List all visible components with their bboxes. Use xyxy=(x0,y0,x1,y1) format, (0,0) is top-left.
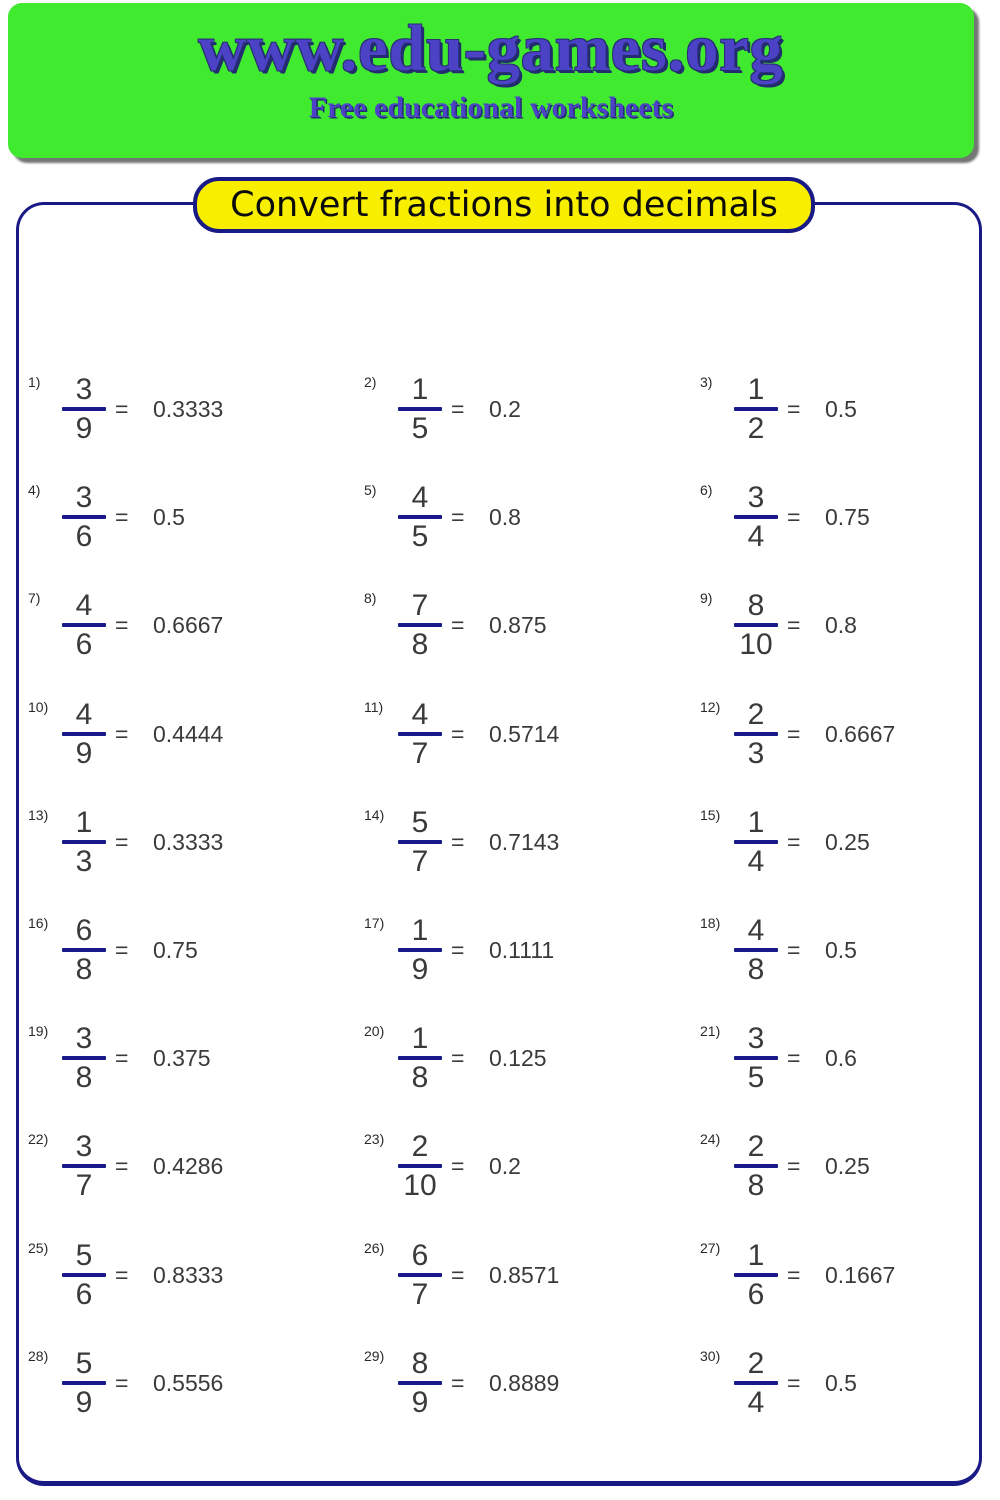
equals-sign: = xyxy=(787,504,801,531)
fraction xyxy=(61,1023,107,1093)
problem-item xyxy=(19,352,355,460)
problem-number-label: 30) xyxy=(700,1347,721,1364)
problem-item xyxy=(19,568,355,676)
fraction-denominator: 3 xyxy=(747,736,765,770)
decimal-answer: 0.2 xyxy=(489,1153,521,1180)
fraction xyxy=(61,482,107,552)
decimal-answer: 0.6667 xyxy=(153,612,224,639)
fraction-denominator: 8 xyxy=(747,1169,765,1203)
fraction-bar xyxy=(734,732,778,736)
decimal-answer: 0.5 xyxy=(825,1369,857,1396)
problem-item xyxy=(691,1109,973,1217)
fraction xyxy=(397,807,443,877)
decimal-answer: 0.5 xyxy=(825,396,857,422)
fraction-numerator: 2 xyxy=(747,1130,765,1164)
problem-number-label: 4) xyxy=(28,482,41,499)
decimal-answer: 0.1667 xyxy=(825,1261,896,1288)
fraction-bar xyxy=(62,1381,106,1385)
equals-sign: = xyxy=(115,1153,129,1180)
equals-sign: = xyxy=(451,1153,465,1180)
problem-item xyxy=(691,785,973,893)
problem-item xyxy=(355,785,691,893)
decimal-answer: 0.5 xyxy=(825,936,857,963)
decimal-answer: 0.125 xyxy=(489,1045,547,1072)
fraction-denominator: 8 xyxy=(75,952,93,986)
equals-sign: = xyxy=(787,1045,801,1072)
fraction-numerator: 2 xyxy=(411,1130,429,1164)
fraction-denominator: 9 xyxy=(75,412,93,445)
fraction-denominator: 6 xyxy=(75,520,93,554)
problem-item xyxy=(355,1326,691,1434)
fraction-numerator: 1 xyxy=(75,805,93,839)
problem-number-label: 27) xyxy=(700,1239,721,1256)
equals-sign: = xyxy=(451,1369,465,1396)
fraction-numerator: 1 xyxy=(411,1022,429,1056)
decimal-answer: 0.8571 xyxy=(489,1261,560,1288)
fraction-bar xyxy=(398,515,442,519)
fraction-bar xyxy=(398,1273,442,1277)
equals-sign: = xyxy=(451,396,465,422)
decimal-answer: 0.8 xyxy=(489,504,521,531)
fraction-bar xyxy=(734,407,778,411)
equals-sign: = xyxy=(451,828,465,855)
fraction-numerator: 3 xyxy=(75,1022,93,1056)
fraction-numerator: 2 xyxy=(747,1346,765,1380)
decimal-answer: 0.25 xyxy=(825,828,870,855)
fraction-numerator: 3 xyxy=(747,1022,765,1056)
fraction-denominator: 7 xyxy=(411,1277,429,1311)
problem-number-label: 17) xyxy=(364,914,385,931)
worksheet-box xyxy=(16,202,982,1486)
fraction-bar xyxy=(734,1273,778,1277)
fraction-denominator: 8 xyxy=(411,1061,429,1095)
fraction-numerator: 1 xyxy=(411,373,429,406)
equals-sign: = xyxy=(787,936,801,963)
problem-item xyxy=(691,568,973,676)
fraction-numerator: 8 xyxy=(411,1346,429,1380)
fraction-numerator: 7 xyxy=(411,589,429,623)
problem-item xyxy=(691,1001,973,1109)
problem-number-label: 25) xyxy=(28,1239,49,1256)
fraction xyxy=(733,1131,779,1201)
fraction-denominator: 6 xyxy=(747,1277,765,1311)
problem-item xyxy=(355,893,691,1001)
decimal-answer: 0.5714 xyxy=(489,720,560,747)
fraction-numerator: 4 xyxy=(411,697,429,731)
equals-sign: = xyxy=(451,720,465,747)
fraction xyxy=(733,482,779,552)
problem-number-label: 12) xyxy=(700,698,721,715)
fraction xyxy=(397,1023,443,1093)
problem-item xyxy=(19,460,355,568)
worksheet-title-banner xyxy=(193,177,815,233)
problem-number-label: 10) xyxy=(28,698,49,715)
fraction-bar xyxy=(734,1164,778,1168)
site-header xyxy=(8,3,974,158)
decimal-answer: 0.5556 xyxy=(153,1369,224,1396)
problem-number-label: 28) xyxy=(28,1347,49,1364)
decimal-answer: 0.375 xyxy=(153,1045,211,1072)
equals-sign: = xyxy=(787,396,801,422)
fraction-bar xyxy=(62,840,106,844)
fraction xyxy=(61,807,107,877)
fraction-bar xyxy=(734,948,778,952)
fraction-denominator: 9 xyxy=(75,1385,93,1419)
decimal-answer: 0.5 xyxy=(153,504,185,531)
fraction-numerator: 4 xyxy=(747,913,765,947)
equals-sign: = xyxy=(787,828,801,855)
problem-item xyxy=(691,352,973,460)
fraction xyxy=(397,374,443,444)
equals-sign: = xyxy=(115,720,129,747)
problem-number-label: 14) xyxy=(364,806,385,823)
decimal-answer: 0.4286 xyxy=(153,1153,224,1180)
problem-number-label: 16) xyxy=(28,914,49,931)
fraction-denominator: 8 xyxy=(411,628,429,662)
equals-sign: = xyxy=(787,1369,801,1396)
problem-item xyxy=(355,352,691,460)
fraction-bar xyxy=(734,1056,778,1060)
fraction-numerator: 3 xyxy=(75,373,93,406)
fraction-denominator: 8 xyxy=(747,952,765,986)
fraction xyxy=(733,807,779,877)
fraction xyxy=(733,699,779,769)
decimal-answer: 0.4444 xyxy=(153,720,224,747)
fraction-numerator: 1 xyxy=(747,805,765,839)
equals-sign: = xyxy=(115,936,129,963)
decimal-answer: 0.8 xyxy=(825,612,857,639)
fraction xyxy=(733,1023,779,1093)
equals-sign: = xyxy=(451,936,465,963)
problem-item xyxy=(691,460,973,568)
problem-item xyxy=(355,568,691,676)
fraction-denominator: 10 xyxy=(403,1169,437,1203)
fraction-bar xyxy=(398,840,442,844)
equals-sign: = xyxy=(115,1369,129,1396)
problem-item xyxy=(19,785,355,893)
fraction-denominator: 4 xyxy=(747,844,765,878)
problem-number-label: 13) xyxy=(28,806,49,823)
fraction-bar xyxy=(398,1056,442,1060)
fraction-denominator: 6 xyxy=(75,1277,93,1311)
problem-number-label: 22) xyxy=(28,1131,49,1148)
fraction-numerator: 5 xyxy=(75,1238,93,1272)
decimal-answer: 0.3333 xyxy=(153,828,224,855)
fraction-denominator: 9 xyxy=(411,1385,429,1419)
fraction-bar xyxy=(398,732,442,736)
fraction xyxy=(397,915,443,985)
decimal-answer: 0.1111 xyxy=(489,936,555,963)
problem-number-label: 1) xyxy=(28,374,41,390)
fraction xyxy=(733,1240,779,1310)
fraction xyxy=(397,1131,443,1201)
problem-number-label: 2) xyxy=(364,374,377,390)
equals-sign: = xyxy=(451,1045,465,1072)
decimal-answer: 0.875 xyxy=(489,612,547,639)
fraction-numerator: 4 xyxy=(75,589,93,623)
problem-number-label: 24) xyxy=(700,1131,721,1148)
fraction-numerator: 4 xyxy=(411,481,429,515)
fraction-bar xyxy=(398,407,442,411)
decimal-answer: 0.3333 xyxy=(153,396,224,422)
fraction xyxy=(733,374,779,444)
fraction-denominator: 7 xyxy=(411,736,429,770)
decimal-answer: 0.25 xyxy=(825,1153,870,1180)
fraction-numerator: 4 xyxy=(75,697,93,731)
equals-sign: = xyxy=(115,1045,129,1072)
fraction-numerator: 1 xyxy=(747,1238,765,1272)
fraction-denominator: 7 xyxy=(411,844,429,878)
fraction xyxy=(397,1240,443,1310)
decimal-answer: 0.6 xyxy=(825,1045,857,1072)
problem-number-label: 26) xyxy=(364,1239,385,1256)
fraction-bar xyxy=(62,1056,106,1060)
fraction-denominator: 5 xyxy=(411,412,429,445)
site-title: www.edu-games.org xyxy=(198,12,784,85)
fraction xyxy=(61,699,107,769)
fraction-numerator: 5 xyxy=(75,1346,93,1380)
decimal-answer: 0.6667 xyxy=(825,720,896,747)
fraction xyxy=(61,915,107,985)
problem-number-label: 29) xyxy=(364,1347,385,1364)
fraction-bar xyxy=(62,1164,106,1168)
problem-number-label: 18) xyxy=(700,914,721,931)
problem-number-label: 5) xyxy=(364,482,377,499)
fraction xyxy=(397,699,443,769)
equals-sign: = xyxy=(787,1153,801,1180)
fraction-numerator: 1 xyxy=(747,373,765,406)
problem-item xyxy=(19,677,355,785)
fraction-numerator: 2 xyxy=(747,697,765,731)
problems-grid xyxy=(19,352,973,1434)
site-subtitle: Free educational worksheets xyxy=(308,91,674,124)
problem-item xyxy=(355,677,691,785)
fraction-numerator: 1 xyxy=(411,913,429,947)
equals-sign: = xyxy=(787,720,801,747)
fraction-bar xyxy=(734,1381,778,1385)
problem-item xyxy=(19,1326,355,1434)
equals-sign: = xyxy=(115,396,129,422)
fraction xyxy=(733,1348,779,1418)
equals-sign: = xyxy=(115,612,129,639)
problem-number-label: 15) xyxy=(700,806,721,823)
fraction-bar xyxy=(734,623,778,627)
fraction xyxy=(733,915,779,985)
fraction-denominator: 5 xyxy=(747,1061,765,1095)
decimal-answer: 0.75 xyxy=(825,504,870,531)
fraction-bar xyxy=(62,515,106,519)
worksheet-title: Convert fractions into decimals xyxy=(230,185,778,225)
fraction-bar xyxy=(398,1381,442,1385)
fraction xyxy=(61,374,107,444)
equals-sign: = xyxy=(115,828,129,855)
fraction-bar xyxy=(62,1273,106,1277)
equals-sign: = xyxy=(787,1261,801,1288)
problem-item xyxy=(355,1218,691,1326)
decimal-answer: 0.2 xyxy=(489,396,521,422)
fraction xyxy=(733,590,779,660)
fraction-bar xyxy=(398,948,442,952)
fraction-numerator: 8 xyxy=(747,589,765,623)
problem-number-label: 6) xyxy=(700,482,713,499)
fraction-bar xyxy=(62,623,106,627)
fraction xyxy=(397,482,443,552)
problem-number-label: 20) xyxy=(364,1023,385,1040)
fraction-denominator: 5 xyxy=(411,520,429,554)
fraction-denominator: 2 xyxy=(747,412,765,445)
fraction-bar xyxy=(62,732,106,736)
fraction-bar xyxy=(734,515,778,519)
equals-sign: = xyxy=(451,1261,465,1288)
problem-number-label: 21) xyxy=(700,1023,721,1040)
fraction-denominator: 7 xyxy=(75,1169,93,1203)
fraction-bar xyxy=(734,840,778,844)
problem-item xyxy=(691,1218,973,1326)
equals-sign: = xyxy=(451,612,465,639)
problem-item xyxy=(355,460,691,568)
problem-number-label: 7) xyxy=(28,590,41,607)
fraction-denominator: 10 xyxy=(739,628,773,662)
fraction-numerator: 3 xyxy=(75,481,93,515)
decimal-answer: 0.7143 xyxy=(489,828,560,855)
problem-item xyxy=(691,677,973,785)
fraction-denominator: 9 xyxy=(75,736,93,770)
fraction-numerator: 5 xyxy=(411,805,429,839)
fraction xyxy=(61,1131,107,1201)
fraction xyxy=(61,1348,107,1418)
problem-number-label: 9) xyxy=(700,590,713,607)
problem-item xyxy=(691,893,973,1001)
fraction xyxy=(397,590,443,660)
fraction-bar xyxy=(398,1164,442,1168)
fraction-denominator: 4 xyxy=(747,520,765,554)
fraction-denominator: 4 xyxy=(747,1385,765,1419)
problem-number-label: 19) xyxy=(28,1023,49,1040)
fraction xyxy=(397,1348,443,1418)
fraction-denominator: 6 xyxy=(75,628,93,662)
fraction-denominator: 8 xyxy=(75,1061,93,1095)
problem-number-label: 3) xyxy=(700,374,713,390)
decimal-answer: 0.75 xyxy=(153,936,198,963)
problem-item xyxy=(691,1326,973,1434)
problem-item xyxy=(19,1218,355,1326)
problem-item xyxy=(355,1001,691,1109)
problem-number-label: 23) xyxy=(364,1131,385,1148)
problem-number-label: 11) xyxy=(364,698,384,715)
fraction-denominator: 9 xyxy=(411,952,429,986)
fraction-numerator: 6 xyxy=(75,913,93,947)
equals-sign: = xyxy=(787,612,801,639)
fraction-bar xyxy=(62,948,106,952)
problem-number-label: 8) xyxy=(364,590,377,607)
fraction-denominator: 3 xyxy=(75,844,93,878)
fraction-bar xyxy=(398,623,442,627)
equals-sign: = xyxy=(451,504,465,531)
fraction xyxy=(61,590,107,660)
problem-item xyxy=(355,1109,691,1217)
problem-item xyxy=(19,1001,355,1109)
fraction-numerator: 3 xyxy=(75,1130,93,1164)
fraction-numerator: 3 xyxy=(747,481,765,515)
equals-sign: = xyxy=(115,1261,129,1288)
fraction-bar xyxy=(62,407,106,411)
decimal-answer: 0.8889 xyxy=(489,1369,560,1396)
decimal-answer: 0.8333 xyxy=(153,1261,224,1288)
fraction xyxy=(61,1240,107,1310)
equals-sign: = xyxy=(115,504,129,531)
fraction-numerator: 6 xyxy=(411,1238,429,1272)
problem-item xyxy=(19,893,355,1001)
problem-item xyxy=(19,1109,355,1217)
